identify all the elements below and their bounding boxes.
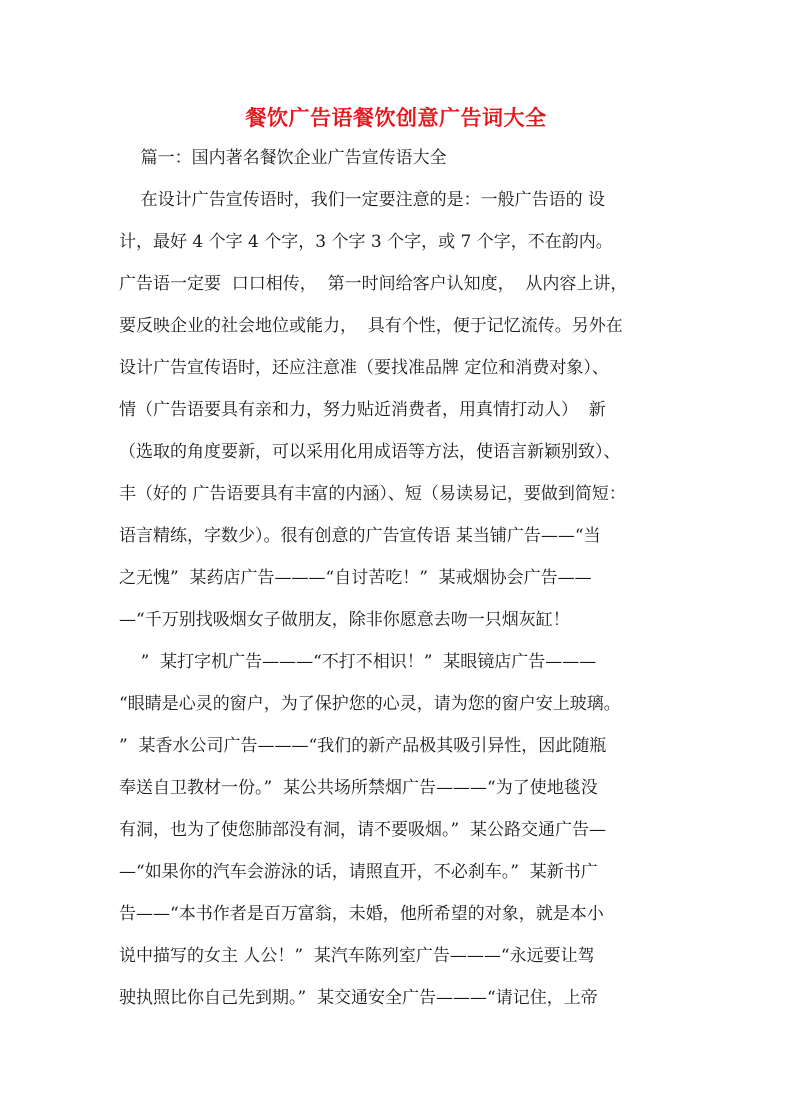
text-line: 情（广告语要具有亲和力，努力贴近消费者，用真情打动人） 新 <box>119 400 606 420</box>
text-line: ” 某香水公司广告———“我们的新产品极其吸引异性，因此随瓶 <box>119 736 607 756</box>
text-line: 广告语一定要 口口相传， 第一时间给客户认知度， 从内容上讲， <box>119 274 628 294</box>
text-line: ” 某打字机广告———“不打不相识！” 某眼镜店广告——— <box>119 652 597 672</box>
text-line: （选取的角度要新，可以采用化用成语等方法，使语言新颖别致）、 <box>119 442 621 462</box>
text-line: 有洞，也为了使您肺部没有洞，请不要吸烟。” 某公路交通广告— <box>119 820 606 840</box>
text-line: 在设计广告宣传语时，我们一定要注意的是：一般广告语的 设 <box>119 190 606 210</box>
text-line: —“千万别找吸烟女子做朋友，除非你愿意去吻一只烟灰缸！ <box>119 610 570 630</box>
document-title: 餐饮广告语餐饮创意广告词大全 <box>245 105 547 130</box>
text-line: 计，最好 4 个字 4 个字，3 个字 3 个字，或 7 个字，不在韵内。 <box>119 232 613 252</box>
text-line: 奉送自卫教材一份。” 某公共场所禁烟广告———“为了使地毯没 <box>119 778 598 798</box>
text-line: —“如果你的汽车会游泳的话，请照直开，不必刹车。” 某新书广 <box>119 862 598 882</box>
text-line: 设计广告宣传语时，还应注意准（要找准品牌 定位和消费对象）、 <box>119 358 609 378</box>
text-line: 丰（好的 广告语要具有丰富的内涵）、短（易读易记，要做到简短： <box>119 484 626 504</box>
text-line: 之无愧” 某药店广告———“自讨苦吃！” 某戒烟协会广告—— <box>119 568 592 588</box>
text-line: 驶执照比你自己先到期。” 某交通安全广告———“请记住，上帝 <box>119 988 598 1008</box>
text-line: “眼睛是心灵的窗户，为了保护您的心灵，请为您的窗户安上玻璃。 <box>119 694 621 714</box>
text-line: 篇一：国内著名餐饮企业广告宣传语大全 <box>119 148 447 168</box>
text-line: 说中描写的女主 人公！” 某汽车陈列室广告———“永远要让驾 <box>119 946 595 966</box>
text-line: 告——“本书作者是百万富翁，未婚，他所希望的对象，就是本小 <box>119 904 604 924</box>
text-line: 语言精练，字数少）。很有创意的广告宣传语 某当铺广告——“当 <box>119 526 601 546</box>
text-line: 要反映企业的社会地位或能力， 具有个性，便于记忆流传。另外在 <box>119 316 623 336</box>
